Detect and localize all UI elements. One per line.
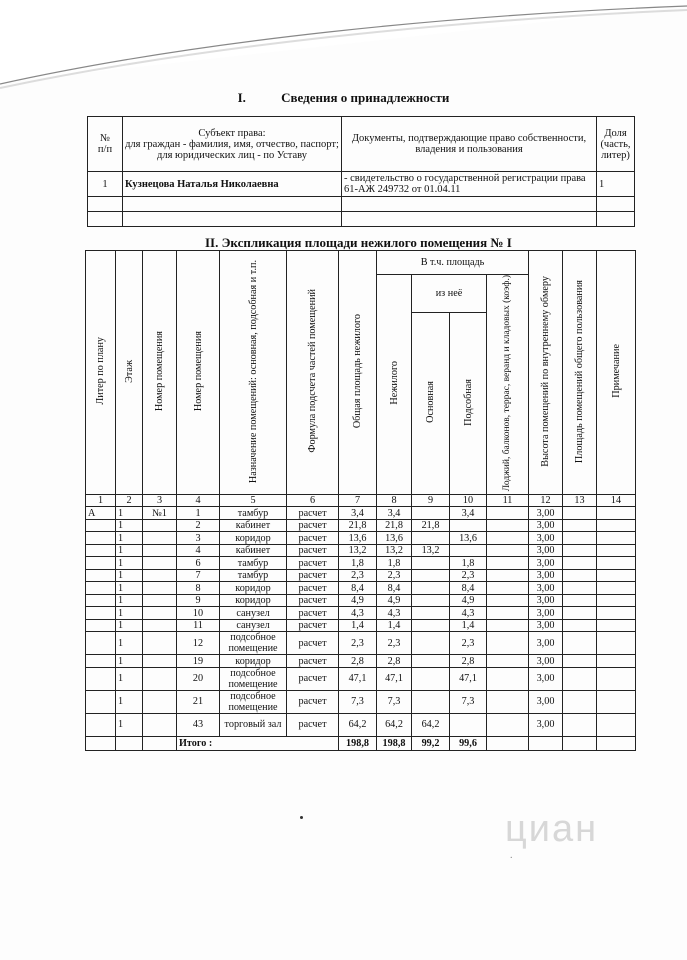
- cell-num: 8: [177, 582, 220, 595]
- cell-main: 64,2: [412, 713, 450, 736]
- cell-loggia: [487, 632, 529, 655]
- header-formula: Формула подсчета частей помещений: [287, 251, 339, 495]
- column-number: 3: [143, 495, 177, 507]
- cell-formula: расчет: [287, 655, 339, 668]
- cell-height: 3,00: [529, 690, 563, 713]
- cell-loggia: [487, 582, 529, 595]
- cell-aux: 7,3: [450, 690, 487, 713]
- cell-pom: [143, 594, 177, 607]
- header-aux: Подсобная: [450, 312, 487, 495]
- section-1-title: Сведения о принадлежности: [281, 90, 450, 105]
- cell-formula: расчет: [287, 557, 339, 570]
- cell-formula: расчет: [287, 619, 339, 632]
- table-row: [86, 619, 636, 632]
- cell-total: 21,8: [339, 519, 377, 532]
- cell-height: 3,00: [529, 655, 563, 668]
- cell-aux: 2,3: [450, 632, 487, 655]
- cell-pom: [143, 544, 177, 557]
- cell-pom: [143, 632, 177, 655]
- cell-common: [563, 632, 597, 655]
- cell-common: [563, 713, 597, 736]
- section-2-title: II. Экспликация площади нежилого помещения № I: [205, 235, 512, 250]
- cell-pom: [143, 532, 177, 545]
- cell-formula: расчет: [287, 507, 339, 520]
- cell-floor: 1: [116, 655, 143, 668]
- totals-row: [86, 736, 636, 750]
- ownership-table: [87, 116, 635, 227]
- cell-name: тамбур: [220, 557, 287, 570]
- cell-num: 9: [177, 594, 220, 607]
- cell-num: 4: [177, 544, 220, 557]
- cell-name: подсобное помещение: [220, 632, 287, 655]
- column-number: 4: [177, 495, 220, 507]
- cell-num: 20: [177, 667, 220, 690]
- cell-height: 3,00: [529, 607, 563, 620]
- table-row: [86, 569, 636, 582]
- row-docs: - свидетельство о государственной регистрации права 61-АЖ 249732 от 01.04.11: [342, 172, 597, 197]
- cell-common: [563, 667, 597, 690]
- cell-nonres: 2,3: [377, 569, 412, 582]
- cell-num: 11: [177, 619, 220, 632]
- header-common-area: Площадь помещений общего пользования: [563, 251, 597, 495]
- expl-totals: [86, 736, 636, 750]
- cell-aux: 4,9: [450, 594, 487, 607]
- cell-total: 3,4: [339, 507, 377, 520]
- column-number: 14: [597, 495, 636, 507]
- cell-name: подсобное помещение: [220, 667, 287, 690]
- header-room-no-b: Номер помещения: [177, 251, 220, 495]
- cell-common: [563, 619, 597, 632]
- cell-floor: 1: [116, 713, 143, 736]
- cell-floor: 1: [116, 519, 143, 532]
- cell-total: 1,4: [339, 619, 377, 632]
- column-number: 7: [339, 495, 377, 507]
- cell-num: 21: [177, 690, 220, 713]
- cell-num: 1: [177, 507, 220, 520]
- column-number: 5: [220, 495, 287, 507]
- column-number: 2: [116, 495, 143, 507]
- cell-height: 3,00: [529, 619, 563, 632]
- cell-floor: 1: [116, 557, 143, 570]
- cell-note: [597, 519, 636, 532]
- cell-note: [597, 557, 636, 570]
- cell-nonres: 3,4: [377, 507, 412, 520]
- cell-floor: 1: [116, 619, 143, 632]
- cell-liter: А: [86, 507, 116, 520]
- cell-common: [563, 569, 597, 582]
- cell-nonres: 2,8: [377, 655, 412, 668]
- column-numbers: [86, 495, 636, 507]
- cell-common: [563, 655, 597, 668]
- expl-rows: [86, 507, 636, 737]
- cell-floor: 1: [116, 532, 143, 545]
- cell-common: [563, 594, 597, 607]
- totals-main: 99,2: [412, 736, 450, 750]
- column-number: 9: [412, 495, 450, 507]
- cell-note: [597, 544, 636, 557]
- table-row: [86, 607, 636, 620]
- column-number: 13: [563, 495, 597, 507]
- cell-main: 21,8: [412, 519, 450, 532]
- cell-nonres: 2,3: [377, 632, 412, 655]
- cell-aux: 47,1: [450, 667, 487, 690]
- cell-loggia: [487, 519, 529, 532]
- cell-pom: №1: [143, 507, 177, 520]
- table-row: [86, 532, 636, 545]
- cell-liter: [86, 667, 116, 690]
- cell-loggia: [487, 569, 529, 582]
- totals-empty: [529, 736, 563, 750]
- row-subject: Кузнецова Наталья Николаевна: [123, 172, 342, 197]
- cell-common: [563, 690, 597, 713]
- cell-floor: 1: [116, 582, 143, 595]
- cell-nonres: 47,1: [377, 667, 412, 690]
- cell-height: 3,00: [529, 667, 563, 690]
- cell-floor: 1: [116, 690, 143, 713]
- column-number: 10: [450, 495, 487, 507]
- cell-total: 4,3: [339, 607, 377, 620]
- ownership-row: [88, 172, 635, 197]
- cell-floor: 1: [116, 544, 143, 557]
- cell-loggia: [487, 655, 529, 668]
- cell-num: 12: [177, 632, 220, 655]
- cell-liter: [86, 632, 116, 655]
- cell-nonres: 4,3: [377, 607, 412, 620]
- column-number: 1: [86, 495, 116, 507]
- cell-liter: [86, 619, 116, 632]
- cell-total: 2,3: [339, 569, 377, 582]
- cell-note: [597, 690, 636, 713]
- cell-common: [563, 532, 597, 545]
- cell-pom: [143, 713, 177, 736]
- totals-empty: [563, 736, 597, 750]
- cell-formula: расчет: [287, 594, 339, 607]
- ownership-empty-row: [88, 197, 635, 212]
- cell-formula: расчет: [287, 713, 339, 736]
- cell-name: кабинет: [220, 544, 287, 557]
- cell-liter: [86, 713, 116, 736]
- cell-note: [597, 632, 636, 655]
- cell-liter: [86, 544, 116, 557]
- cell-name: тамбур: [220, 507, 287, 520]
- cell-aux: [450, 544, 487, 557]
- cell-pom: [143, 582, 177, 595]
- cell-note: [597, 582, 636, 595]
- cell-total: 13,6: [339, 532, 377, 545]
- cell-main: [412, 632, 450, 655]
- cell-name: тамбур: [220, 569, 287, 582]
- cell-nonres: 13,6: [377, 532, 412, 545]
- row-share: 1: [597, 172, 635, 197]
- cell-total: 2,8: [339, 655, 377, 668]
- cell-nonres: 13,2: [377, 544, 412, 557]
- cell-common: [563, 544, 597, 557]
- cell-total: 13,2: [339, 544, 377, 557]
- table-row: [86, 667, 636, 690]
- table-row: [86, 582, 636, 595]
- ownership-header-row: [88, 117, 635, 172]
- table-row: [86, 632, 636, 655]
- cell-liter: [86, 569, 116, 582]
- column-number: 8: [377, 495, 412, 507]
- cell-aux: 2,8: [450, 655, 487, 668]
- totals-total: 198,8: [339, 736, 377, 750]
- cell-common: [563, 519, 597, 532]
- cell-pom: [143, 667, 177, 690]
- table-row: [86, 594, 636, 607]
- cell-name: коридор: [220, 594, 287, 607]
- cell-main: [412, 557, 450, 570]
- cell-height: 3,00: [529, 507, 563, 520]
- totals-label: Итого :: [177, 736, 339, 750]
- cell-main: [412, 569, 450, 582]
- cell-nonres: 7,3: [377, 690, 412, 713]
- cell-main: [412, 532, 450, 545]
- cell-height: 3,00: [529, 594, 563, 607]
- cell-pom: [143, 519, 177, 532]
- cell-loggia: [487, 713, 529, 736]
- header-note: Примечание: [597, 251, 636, 495]
- totals-empty: [487, 736, 529, 750]
- cell-num: 7: [177, 569, 220, 582]
- cell-note: [597, 655, 636, 668]
- cell-liter: [86, 582, 116, 595]
- cell-name: подсобное помещение: [220, 690, 287, 713]
- cell-nonres: 21,8: [377, 519, 412, 532]
- header-share: Доля (часть, литер): [597, 117, 635, 172]
- cell-main: [412, 594, 450, 607]
- cell-formula: расчет: [287, 667, 339, 690]
- cell-name: санузел: [220, 607, 287, 620]
- cell-num: 3: [177, 532, 220, 545]
- cell-common: [563, 607, 597, 620]
- cell-formula: расчет: [287, 569, 339, 582]
- column-number: 11: [487, 495, 529, 507]
- header-incl-area: В т.ч. площадь: [377, 251, 529, 275]
- totals-empty: [116, 736, 143, 750]
- totals-empty: [86, 736, 116, 750]
- cell-floor: 1: [116, 607, 143, 620]
- cell-total: 8,4: [339, 582, 377, 595]
- cell-height: 3,00: [529, 569, 563, 582]
- header-nonres: Нежилого: [377, 275, 412, 495]
- cell-note: [597, 713, 636, 736]
- cell-note: [597, 569, 636, 582]
- cell-total: 64,2: [339, 713, 377, 736]
- cell-main: [412, 582, 450, 595]
- cell-note: [597, 532, 636, 545]
- cell-aux: [450, 519, 487, 532]
- cell-name: санузел: [220, 619, 287, 632]
- header-docs: Документы, подтверждающие право собственности, владения и пользования: [342, 117, 597, 172]
- cell-floor: 1: [116, 569, 143, 582]
- column-number: 12: [529, 495, 563, 507]
- table-row: [86, 713, 636, 736]
- cell-formula: расчет: [287, 690, 339, 713]
- cell-num: 19: [177, 655, 220, 668]
- header-liter: Литер по плану: [86, 251, 116, 495]
- cell-main: [412, 655, 450, 668]
- cell-main: [412, 607, 450, 620]
- stray-mark: .: [510, 850, 513, 861]
- cell-note: [597, 619, 636, 632]
- cell-liter: [86, 557, 116, 570]
- cell-total: 47,1: [339, 667, 377, 690]
- cell-nonres: 64,2: [377, 713, 412, 736]
- header-floor: Этаж: [116, 251, 143, 495]
- cell-pom: [143, 607, 177, 620]
- cell-common: [563, 557, 597, 570]
- table-row: [86, 655, 636, 668]
- cell-aux: 13,6: [450, 532, 487, 545]
- cell-loggia: [487, 507, 529, 520]
- cell-floor: 1: [116, 507, 143, 520]
- ownership-empty-row: [88, 212, 635, 227]
- cell-name: коридор: [220, 655, 287, 668]
- cell-name: торговый зал: [220, 713, 287, 736]
- cell-note: [597, 507, 636, 520]
- column-numbers-row: [86, 495, 636, 507]
- totals-aux: 99,6: [450, 736, 487, 750]
- cell-note: [597, 607, 636, 620]
- explication-table: [85, 250, 636, 751]
- totals-nonres: 198,8: [377, 736, 412, 750]
- totals-empty: [143, 736, 177, 750]
- cell-name: коридор: [220, 532, 287, 545]
- table-row: [86, 519, 636, 532]
- cell-name: кабинет: [220, 519, 287, 532]
- cell-height: 3,00: [529, 713, 563, 736]
- cell-num: 6: [177, 557, 220, 570]
- header-purpose: Назначение помещений: основная, подсобная и т.п.: [220, 251, 287, 495]
- cell-loggia: [487, 619, 529, 632]
- cell-loggia: [487, 594, 529, 607]
- cell-main: 13,2: [412, 544, 450, 557]
- cell-pom: [143, 619, 177, 632]
- cell-formula: расчет: [287, 519, 339, 532]
- cell-note: [597, 594, 636, 607]
- section-1-number: I.: [237, 90, 246, 105]
- header-main: Основная: [412, 312, 450, 495]
- section-1-heading: [0, 90, 687, 106]
- cell-loggia: [487, 667, 529, 690]
- cell-common: [563, 582, 597, 595]
- header-loggia: Лоджий, балконов, террас, веранд и кладовых (коэф.): [487, 275, 529, 495]
- stray-mark: [300, 816, 303, 819]
- cell-liter: [86, 532, 116, 545]
- cell-liter: [86, 690, 116, 713]
- cell-liter: [86, 607, 116, 620]
- row-num: 1: [88, 172, 123, 197]
- cell-note: [597, 667, 636, 690]
- cell-liter: [86, 519, 116, 532]
- cell-name: коридор: [220, 582, 287, 595]
- table-row: [86, 557, 636, 570]
- cell-nonres: 8,4: [377, 582, 412, 595]
- header-of-which: из неё: [412, 275, 487, 313]
- cell-aux: [450, 713, 487, 736]
- cell-aux: 3,4: [450, 507, 487, 520]
- cell-height: 3,00: [529, 544, 563, 557]
- cell-height: 3,00: [529, 519, 563, 532]
- cell-formula: расчет: [287, 582, 339, 595]
- cell-loggia: [487, 690, 529, 713]
- cell-liter: [86, 594, 116, 607]
- cell-formula: расчет: [287, 607, 339, 620]
- cell-aux: 1,8: [450, 557, 487, 570]
- cell-height: 3,00: [529, 557, 563, 570]
- header-num: № п/п: [88, 117, 123, 172]
- cell-aux: 2,3: [450, 569, 487, 582]
- cell-loggia: [487, 544, 529, 557]
- cell-num: 10: [177, 607, 220, 620]
- cell-pom: [143, 569, 177, 582]
- cell-liter: [86, 655, 116, 668]
- cell-main: [412, 619, 450, 632]
- cell-nonres: 1,8: [377, 557, 412, 570]
- cell-floor: 1: [116, 594, 143, 607]
- cell-formula: расчет: [287, 544, 339, 557]
- expl-header-row-1: [86, 251, 636, 275]
- header-height: Высота помещений по внутреннему обмеру: [529, 251, 563, 495]
- column-number: 6: [287, 495, 339, 507]
- cell-formula: расчет: [287, 532, 339, 545]
- table-row: [86, 690, 636, 713]
- cell-nonres: 4,9: [377, 594, 412, 607]
- cell-total: 4,9: [339, 594, 377, 607]
- cell-total: 1,8: [339, 557, 377, 570]
- cell-aux: 4,3: [450, 607, 487, 620]
- cell-total: 7,3: [339, 690, 377, 713]
- cell-main: [412, 507, 450, 520]
- cell-height: 3,00: [529, 532, 563, 545]
- cell-loggia: [487, 607, 529, 620]
- header-total-area: Общая площадь нежилого: [339, 251, 377, 495]
- cell-height: 3,00: [529, 632, 563, 655]
- cell-pom: [143, 690, 177, 713]
- cell-floor: 1: [116, 632, 143, 655]
- cell-height: 3,00: [529, 582, 563, 595]
- totals-empty: [597, 736, 636, 750]
- cell-loggia: [487, 532, 529, 545]
- cell-formula: расчет: [287, 632, 339, 655]
- table-row: [86, 507, 636, 520]
- cell-num: 2: [177, 519, 220, 532]
- cell-aux: 1,4: [450, 619, 487, 632]
- cell-pom: [143, 557, 177, 570]
- cell-main: [412, 667, 450, 690]
- header-subject: Субъект права: для граждан - фамилия, имя, отчество, паспорт; для юридических лиц - по Уставу: [123, 117, 342, 172]
- cell-floor: 1: [116, 667, 143, 690]
- table-row: [86, 544, 636, 557]
- cell-loggia: [487, 557, 529, 570]
- cell-main: [412, 690, 450, 713]
- cell-common: [563, 507, 597, 520]
- cell-nonres: 1,4: [377, 619, 412, 632]
- cell-total: 2,3: [339, 632, 377, 655]
- cell-num: 43: [177, 713, 220, 736]
- header-room-no-a: Номер помещения: [143, 251, 177, 495]
- cell-pom: [143, 655, 177, 668]
- watermark-text: циан: [505, 808, 599, 850]
- cell-aux: 8,4: [450, 582, 487, 595]
